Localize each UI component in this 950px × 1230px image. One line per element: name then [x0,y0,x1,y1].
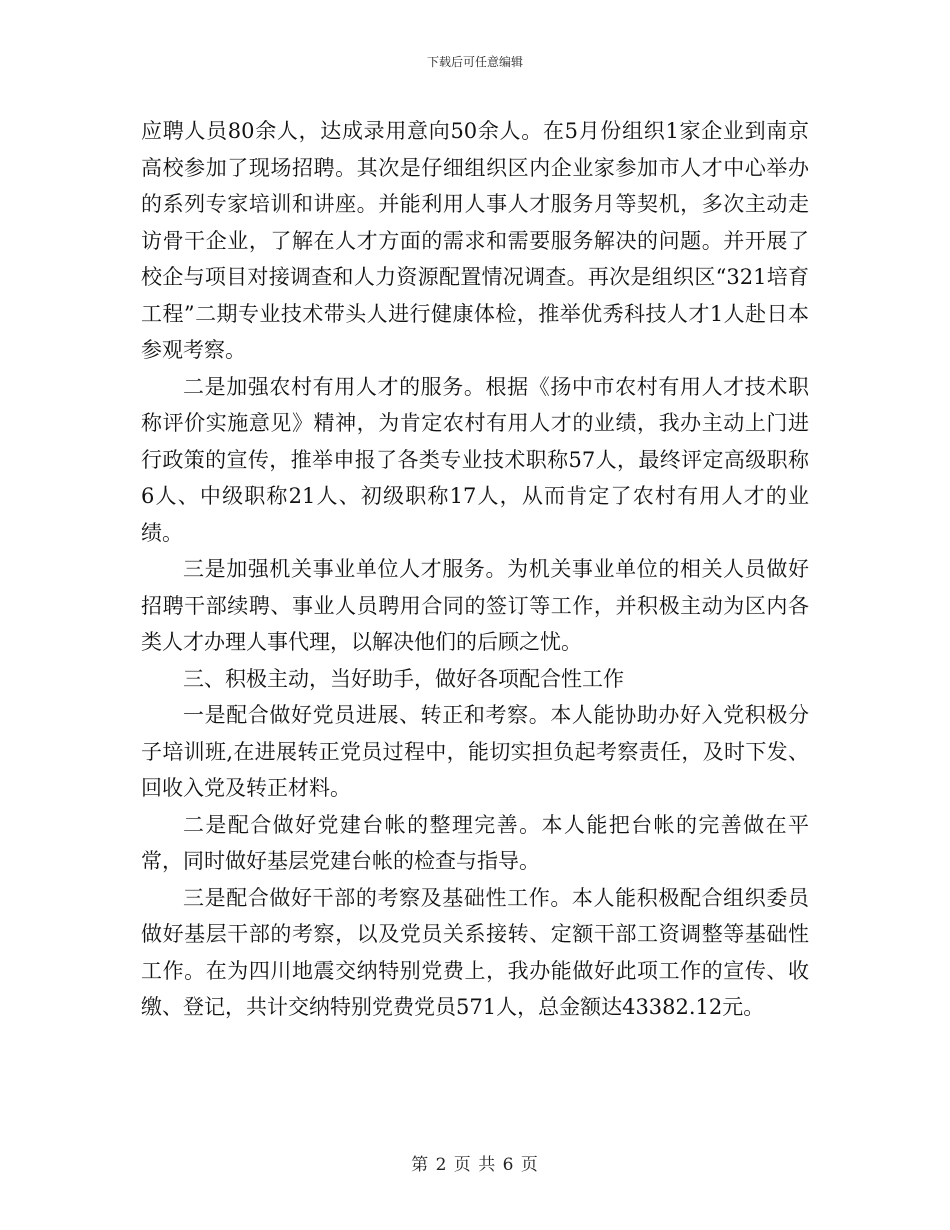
body-paragraph-2: 二是加强农村有用人才的服务。根据《扬中市农村有用人才技术职称评价实施意见》精神，为肯定农村有用人才的业绩，我办主动上门进行政策的宣传，推举申报了各类专业技术职称57人，最终评定高级职称6人、中级职称21人、初级职称17人，从而肯定了农村有用人才的业绩。 [141,374,809,545]
body-paragraph-7: 三是配合做好干部的考察及基础性工作。本人能积极配合组织委员做好基层干部的考察，以及党员关系接转、定额干部工资调整等基础性工作。在为四川地震交纳特别党费上，我办能做好此项工作的宣传、收缴、登记，共计交纳特别党费党员571人，总金额达43382.12元。 [141,885,809,1019]
body-paragraph-3: 三是加强机关事业单位人才服务。为机关事业单位的相关人员做好招聘干部续聘、事业人员聘用合同的签订等工作，并积极主动为区内各类人才办理人事代理，以解决他们的后顾之忧。 [141,557,809,654]
document-body [141,113,809,1026]
section-heading: 三、积极主动，当好助手，做好各项配合性工作 [183,666,624,691]
page-number-footer: 第 2 页 共 6 页 [411,1155,539,1175]
body-paragraph-6: 二是配合做好党建台帐的整理完善。本人能把台帐的完善做在平常，同时做好基层党建台帐的检查与指导。 [141,812,809,873]
body-paragraph-1: 应聘人员80余人，达成录用意向50余人。在5月份组织1家企业到南京高校参加了现场招聘。其次是仔细组织区内企业家参加市人才中心举办的系列专家培训和讲座。并能利用人事人才服务月等契机，多次主动走访骨干企业，了解在人才方面的需求和需要服务解决的问题。并开展了校企与项目对接调查和人力资源配置情况调查。再次是组织区“321培育工程”二期专业技术带头人进行健康体检，推举优秀科技人才1人赴日本参观考察。 [141,119,809,362]
body-paragraph-5: 一是配合做好党员进展、转正和考察。本人能协助办好入党积极分子培训班,在进展转正党员过程中，能切实担负起考察责任，及时下发、回收入党及转正材料。 [141,703,809,800]
page-header: 下载后可任意编辑 [426,55,523,69]
